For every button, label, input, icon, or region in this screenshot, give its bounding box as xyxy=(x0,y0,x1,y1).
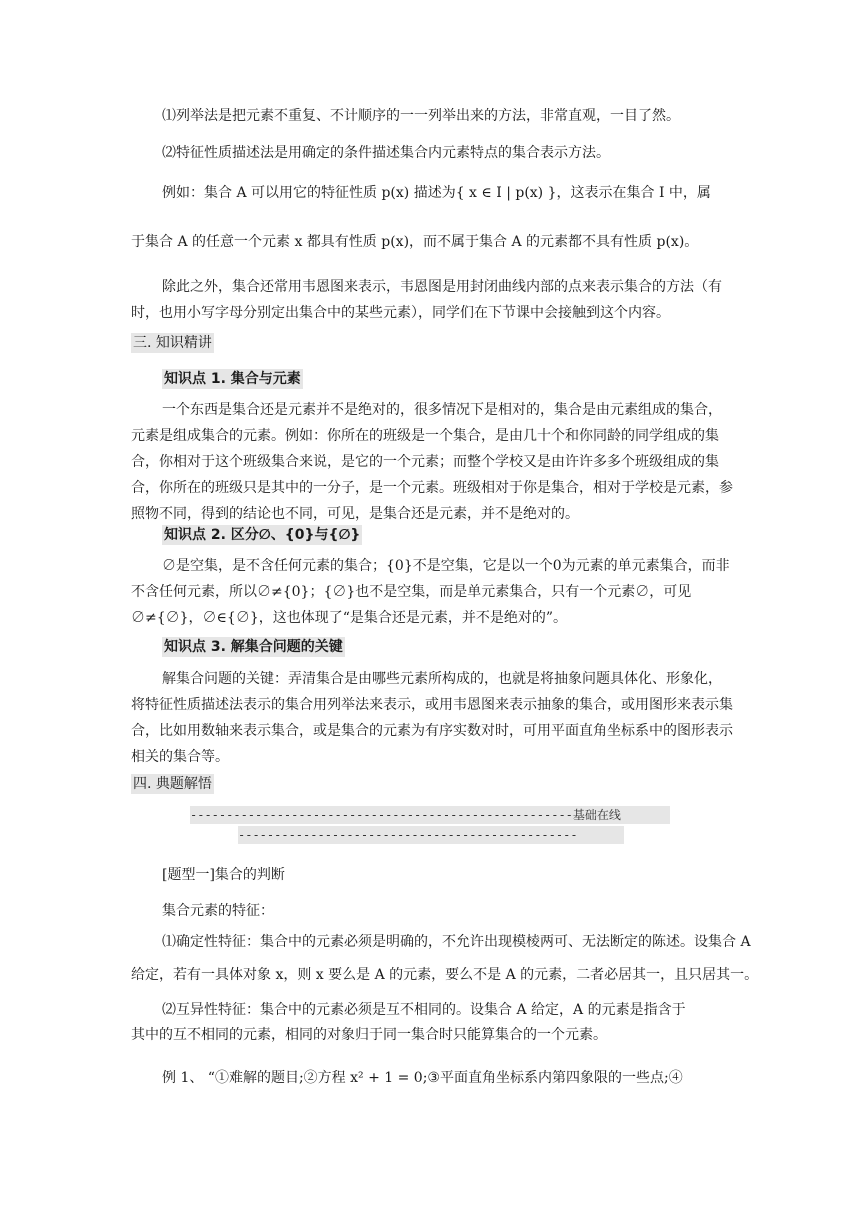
venn-paragraph: 除此之外，集合还常用韦恩图来表示，韦恩图是用封闭曲线内部的点来表示集合的方法（有时，也用小写字母分别定出集合中的某些元素），同学们在下节课中会接触到这个内容。 xyxy=(131,279,722,321)
determinacy-line-1: ⑴确定性特征：集合中的元素必须是明确的，不允许出现模棱两可、无法断定的陈述。设集合 A xyxy=(162,934,751,950)
determinacy-line-2: 给定，若有一具体对象 x，则 x 要么是 A 的元素，要么不是 A 的元素，二者必居其一，且只居其一。 xyxy=(131,967,759,983)
example-1: 例 1、 “①难解的题目;②方程 x² + 1 = 0;③平面直角坐标系内第四象限的一些点;④ xyxy=(162,1070,683,1086)
knowledge-point-1-title: 知识点 1. 集合与元素 xyxy=(164,371,301,387)
distinctness-line-2: 其中的互不相同的元素，相同的对象归于同一集合时只能算集合的一个元素。 xyxy=(131,1027,607,1043)
set-element-features: 集合元素的特征： xyxy=(162,903,274,919)
characteristic-method-text: ⑵特征性质描述法是用确定的条件描述集合内元素特点的集合表示方法。 xyxy=(162,145,610,161)
list-method-text: ⑴列举法是把元素不重复、不计顺序的一一列举出来的方法，非常直观，一目了然。 xyxy=(162,108,680,124)
knowledge-point-1-text: 一个东西是集合还是元素并不是绝对的，很多情况下是相对的，集合是由元素组成的集合，元素是组成集合的元素。例如：你所在的班级是一个集合，是由几十个和你同龄的同学组成的集合，你相对于这个班级集合来说，是它的一个元素；而整个学校又是由许许多多个班级组成的集合，你所在的班级只是其中的一分子，是一个元素。班级相对于你是集合，相对于学校是元素，参照物不同，得到的结论也不同，可见，是集合还是元素，并不是绝对的。 xyxy=(131,402,733,522)
knowledge-point-2-text: ∅是空集，是不含任何元素的集合；{0}不是空集，它是以一个0为元素的单元素集合，而非不含任何元素，所以∅≠{0}；{∅}也不是空集，而是单元素集合，只有一个元素∅，可见∅≠{∅}，∅∈{∅}，这也体现了“是集合还是元素，并不是绝对的”。 xyxy=(131,558,730,626)
knowledge-point-2-title: 知识点 2. 区分∅、{0}与{∅} xyxy=(164,527,361,543)
section-heading-3: 三. 知识精讲 xyxy=(133,335,212,351)
example-line-2: 于集合 A 的任意一个元素 x 都具有性质 p(x)，而不属于集合 A 的元素都不具有性质 p(x)。 xyxy=(131,234,699,250)
question-type-1: [题型一]集合的判断 xyxy=(162,867,285,883)
section-heading-4: 四. 典题解悟 xyxy=(133,776,212,792)
knowledge-point-3-text: 解集合问题的关键：弄清集合是由哪些元素所构成的，也就是将抽象问题具体化、形象化，将特征性质描述法表示的集合用列举法来表示，或用韦恩图来表示抽象的集合，或用图形来表示集合，比如用数轴来表示集合，或是集合的元素为有序实数对时，可用平面直角坐标系中的图形表示相关的集合等。 xyxy=(131,671,733,765)
knowledge-point-3-title: 知识点 3. 解集合问题的关键 xyxy=(164,639,343,655)
divider-basic-online: -----------------------------------------------------基础在线 xyxy=(190,806,670,824)
divider-line: ----------------------------------------------- xyxy=(238,826,624,844)
example-line-1: 例如：集合 A 可以用它的特征性质 p(x) 描述为{ x ∈ I | p(x) }，这表示在集合 I 中，属 xyxy=(162,185,711,201)
distinctness-line-1: ⑵互异性特征：集合中的元素必须是互不相同的。设集合 A 给定，A 的元素是指含于 xyxy=(162,1002,686,1018)
